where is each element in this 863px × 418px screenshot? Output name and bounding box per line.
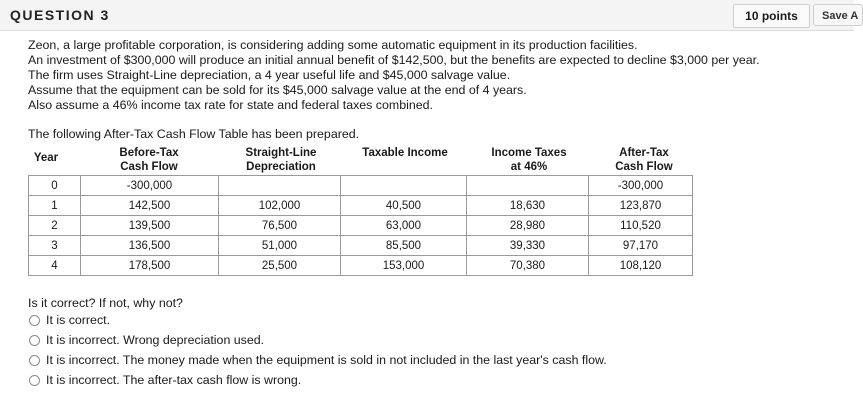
- cell-year: 1: [29, 196, 81, 216]
- cell-year: 2: [29, 216, 81, 236]
- cell-depreciation: [219, 176, 341, 196]
- cell-year: 0: [29, 176, 81, 196]
- col-header-depreciation: Straight-Line Depreciation: [245, 147, 317, 173]
- col-header-after-tax: After-Tax Cash Flow: [615, 147, 673, 173]
- cell-after-tax: 97,170: [589, 236, 693, 256]
- col-header-year: Year: [33, 152, 59, 164]
- cell-depreciation: 51,000: [219, 236, 341, 256]
- cell-taxable-income: 85,500: [341, 236, 467, 256]
- problem-line: An investment of $300,000 will produce an initial annual benefit of $142,500, but the benefits are expected to decline $3,000 per year.: [28, 53, 760, 67]
- cell-year: 3: [29, 236, 81, 256]
- col-header-taxable-income: Taxable Income: [362, 147, 448, 159]
- answer-option[interactable]: [29, 332, 264, 348]
- radio-button[interactable]: [29, 355, 40, 366]
- table-row: [29, 196, 693, 216]
- answer-option[interactable]: [29, 372, 301, 388]
- table-row: [29, 176, 693, 196]
- cell-taxable-income: [341, 176, 467, 196]
- radio-button[interactable]: [29, 375, 40, 386]
- cell-after-tax: 108,120: [589, 256, 693, 276]
- table-row: [29, 256, 693, 276]
- cell-income-taxes: 39,330: [467, 236, 589, 256]
- answer-option-label[interactable]: It is incorrect. The money made when the equipment is sold in not included in the last year's cash flow.: [46, 353, 607, 367]
- answer-option-label[interactable]: It is incorrect. Wrong depreciation used.: [46, 333, 265, 347]
- save-answer-button[interactable]: Save A: [813, 4, 863, 26]
- answer-option-label[interactable]: It is correct.: [46, 313, 111, 327]
- answer-option[interactable]: [29, 312, 110, 328]
- table-intro: The following After-Tax Cash Flow Table has been prepared.: [28, 127, 360, 141]
- problem-line: Also assume a 46% income tax rate for state and federal taxes combined.: [28, 98, 433, 112]
- cell-taxable-income: 153,000: [341, 256, 467, 276]
- cell-depreciation: 102,000: [219, 196, 341, 216]
- problem-line: Zeon, a large profitable corporation, is considering adding some automatic equipment in its production facilities.: [28, 38, 638, 52]
- table-row: [29, 236, 693, 256]
- radio-button[interactable]: [29, 315, 40, 326]
- cell-before-tax: -300,000: [81, 176, 219, 196]
- cell-depreciation: 76,500: [219, 216, 341, 236]
- cell-income-taxes: 70,380: [467, 256, 589, 276]
- question-prompt: Is it correct? If not, why not?: [28, 296, 183, 310]
- problem-line: The firm uses Straight-Line depreciation, a 4 year useful life and $45,000 salvage value.: [28, 68, 511, 82]
- problem-statement: [28, 38, 760, 113]
- cell-income-taxes: [467, 176, 589, 196]
- col-header-income-taxes: Income Taxes at 46%: [491, 147, 567, 173]
- cell-depreciation: 25,500: [219, 256, 341, 276]
- cell-after-tax: -300,000: [589, 176, 693, 196]
- cell-taxable-income: 40,500: [341, 196, 467, 216]
- points-badge: 10 points: [733, 4, 810, 28]
- answer-option-label[interactable]: It is incorrect. The after-tax cash flow is wrong.: [46, 373, 302, 387]
- cell-income-taxes: 18,630: [467, 196, 589, 216]
- radio-button[interactable]: [29, 335, 40, 346]
- cell-before-tax: 142,500: [81, 196, 219, 216]
- table-row: [29, 216, 693, 236]
- answer-option[interactable]: [29, 352, 607, 368]
- question-title: QUESTION 3: [10, 7, 110, 23]
- cell-before-tax: 139,500: [81, 216, 219, 236]
- col-header-before-tax: Before-Tax Cash Flow: [119, 147, 179, 173]
- cell-after-tax: 110,520: [589, 216, 693, 236]
- cash-flow-table: [28, 175, 693, 276]
- question-header: [0, 0, 859, 31]
- cell-after-tax: 123,870: [589, 196, 693, 216]
- cell-before-tax: 178,500: [81, 256, 219, 276]
- cell-income-taxes: 28,980: [467, 216, 589, 236]
- problem-line: Assume that the equipment can be sold for its $45,000 salvage value at the end of 4 years.: [28, 83, 527, 97]
- cell-year: 4: [29, 256, 81, 276]
- cell-before-tax: 136,500: [81, 236, 219, 256]
- cell-taxable-income: 63,000: [341, 216, 467, 236]
